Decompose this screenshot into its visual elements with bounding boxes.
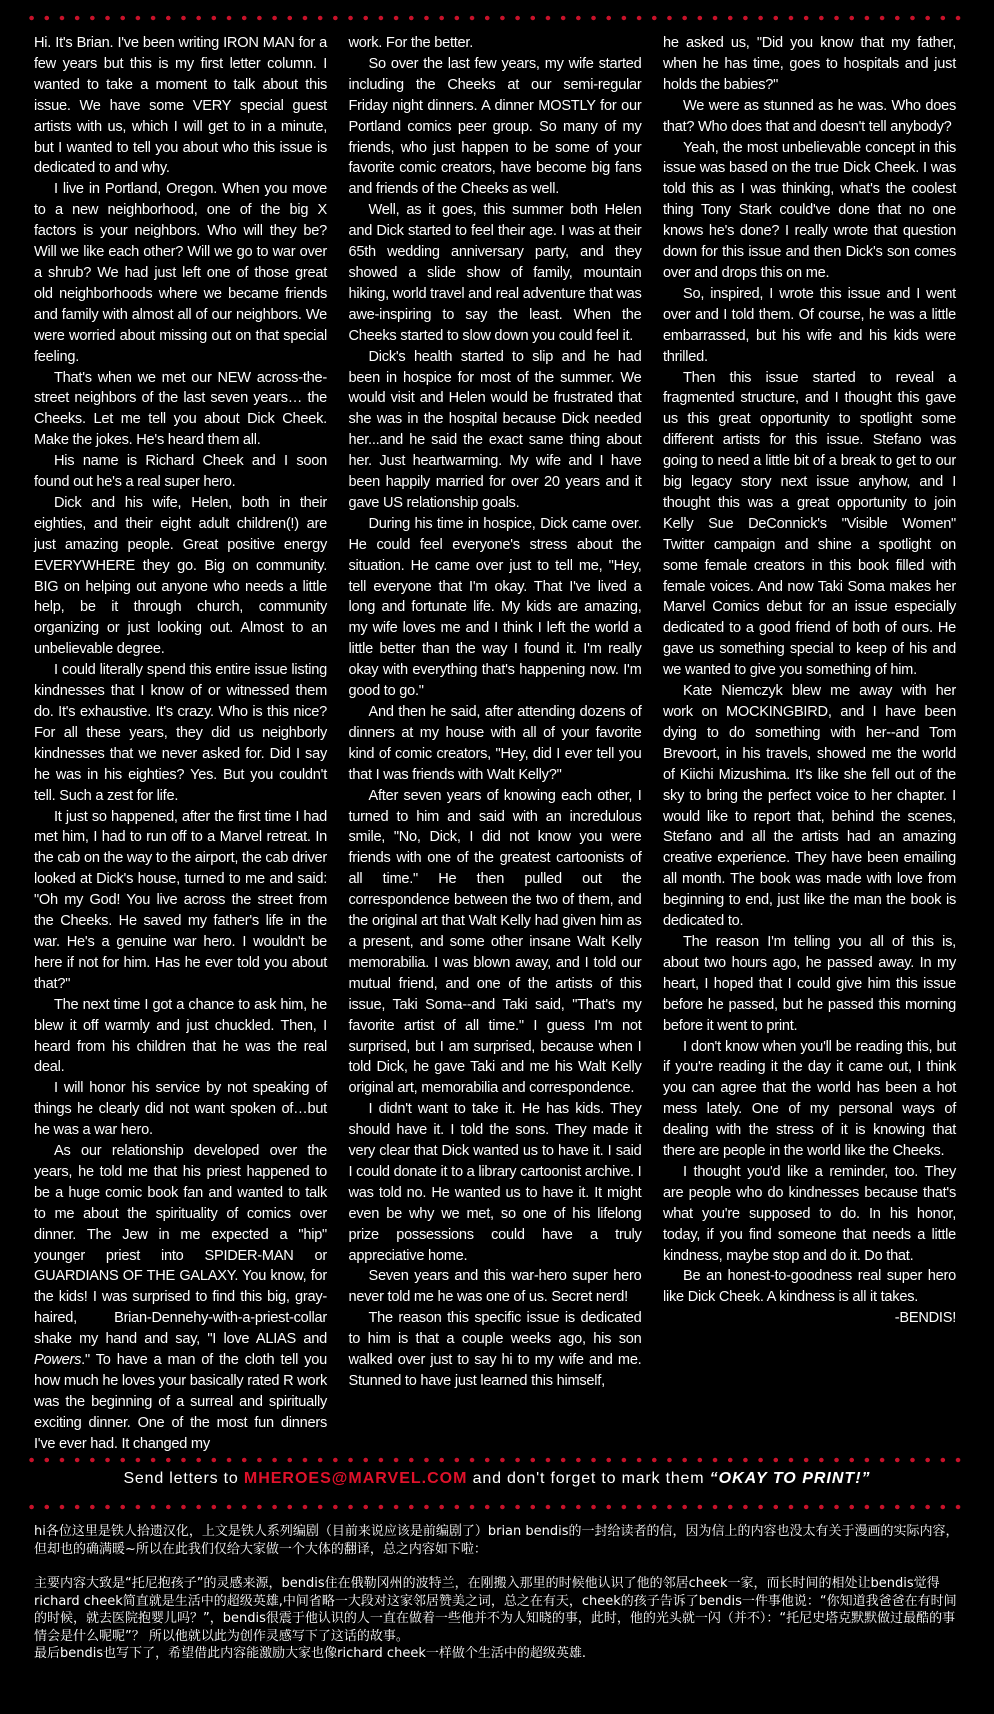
paragraph: That's when we met our NEW across-the-street neighbors of the last seven years… the Cheeks. Let me tell you about Dick Cheek. Make the jokes. He's heard them all. [34,369,327,449]
paragraph: Hi. It's Brian. I've been writing IRON MAN for a few years but this is my first letter column. I wanted to take a moment to talk about this issue. We have some VERY special guest artists with us, which I will get to in a minute, but I wanted to tell you about who this issue is dedicated to and why. [34,35,327,177]
paragraph: His name is Richard Cheek and I soon found out he's a real super hero. [34,453,327,491]
paragraph: I could literally spend this entire issue listing kindnesses that I know of or witnessed them do. It's exhaustive. It's crazy. Who is this nice? For all these years, they did us neighborly kindnesses that we never asked for. Did I say he was in his eighties? Yes. But you couldn't tell. Such a zest for life. [34,662,327,804]
send-letters-middle: and don't forget to mark them [467,1470,710,1487]
translation-paragraph: 主要内容大致是“托尼抱孩子”的灵感来源，bendis住在俄勒冈州的波特兰，在刚搬入那里的时候他认识了他的邻居cheek一家，而长时间的相处让bendis觉得richard cheek简直就是生活中的超级英雄,中间省略一大段对这家邻居赞美之词，总之在有天，cheek的孩子告诉了bendis一件事他说：“你知道我爸爸在有时间的时候，就去医院抱婴儿吗？”，bendis很震于他认识的人一直在做着一些他并不为人知晓的事，此时，他的光头就一闪（并不）：“托尼史塔克默默做过最酷的事情会是什么呢呢”？ 所以他就以此为创作灵感写下了这话的故事。 最后bendis也写下了，希望借此内容能激励大家也像richard cheek一样做个生活中的超级英雄. [34,1576,957,1661]
translation-paragraph: hi各位这里是铁人拾遗汉化，上文是铁人系列编剧（目前来说应该是前编剧了）brian bendis的一封给读者的信，因为信上的内容也没太有关于漫画的实际内容，但却也的确满暖~所以在此我们仅给大家做一个大体的翻译，总之内容如下啦： [34,1524,959,1557]
okay-to-print: “OKAY TO PRINT!” [709,1470,871,1487]
send-letters-line [0,1470,994,1488]
paragraph: Seven years and this war-hero super hero never told me he was one of us. Secret nerd! [348,1268,642,1306]
middle-dotted-divider [24,1455,964,1465]
paragraph: I thought you'd like a reminder, too. They are people who do kindnesses because that's what you're supposed to do. In his honor, today, if you find someone that needs a little kindness, maybe stop and do it. Do that. [663,1163,956,1264]
paragraph: Dick and his wife, Helen, both in their eighties, and their eight adult children(!) are just amazing people. Great positive energy EVERYWHERE they go. Big on community. BIG on helping out anyone who needs a little help, be it through church, community organizing or just looking out. Almost to an unbelievable degree. [34,494,327,658]
paragraph: he asked us, "Did you know that my father, when he has time, goes to hospitals and just holds the babies?" [663,35,956,93]
paragraph-text: As our relationship developed over the years, he told me that his priest happened to be a huge comic book fan and wanted to talk to me about the spirituality of comics over dinner. The Jew in me expected a "hip" younger priest into SPIDER-MAN or GUARDIANS OF THE GALAXY. You know, for the kids! I was surprised to find this big, gray-haired, Brian-Dennehy-with-a-priest-collar shake my hand and say, "I love ALIAS and [34,1143,327,1348]
paragraph: I live in Portland, Oregon. When you move to a new neighborhood, one of the big X factors is your neighbors. Who will they be? Will we like each other? Will we go to war over a shrub? We had just left one of those great old neighborhoods where we became friends and family with almost all of our neighbors. We were worried about missing out on that special feeling. [34,181,327,365]
paragraph: The reason I'm telling you all of this is, about two hours ago, he passed away. In my heart, I hoped that I could give him this issue before he passed, but he passed this morning before it went to print. [663,933,956,1034]
paragraph: work. For the better. [348,35,474,51]
paragraph: Be an honest-to-goodness real super hero like Dick Cheek. A kindness is all it takes. [663,1268,956,1306]
letter-column-3 [663,33,956,1453]
paragraph: The next time I got a chance to ask him, he blew it off warmly and just chuckled. Then, I heard from his children that he was the real deal. [34,996,327,1076]
paragraph: The reason this specific issue is dedicated to him is that a couple weeks ago, his son walked over just to say hi to my wife and me. Stunned to have just learned this himself, [348,1310,642,1389]
lower-dotted-divider [24,1502,964,1512]
letter-columns [34,33,956,1453]
powers-title: Powers [34,1352,82,1369]
letter-column-2 [349,33,642,1453]
letter-column-1 [34,33,327,1453]
paragraph: And then he said, after attending dozens of dinners at my house with all of your favorite kind of comic creators, "Hey, did I ever tell you that I was friends with Walt Kelly?" [348,704,642,783]
paragraph: It just so happened, after the first time I had met him, I had to run off to a Marvel retreat. In the cab on the way to the airport, the cab driver looked at Dick's house, turned to me and said: "Oh my God! You live across the street from the Cheeks. He saved my father's life in the war. He's a genuine war hero. I wouldn't be here if not for him. Has he ever told you about that?" [34,808,327,992]
send-letters-prefix: Send letters to [123,1470,244,1487]
paragraph: So over the last few years, my wife started including the Cheeks at our semi-regular Friday night dinners. A dinner MOSTLY for our Portland comics peer group. So many of my friends, who just happen to be some of your favorite comic creators, have become big fans and friends of the Cheeks as well. [348,55,642,198]
paragraph: Then this issue started to reveal a fragmented structure, and I thought this gave us this great opportunity to spotlight some different artists for this issue. Stefano was going to need a little bit of a break to get to our big legacy story next issue anyhow, and I thought this was a great opportunity to join Kelly Sue DeConnick's "Visible Women" Twitter campaign and shine a spotlight on some female creators in this book filled with female voices. And now Taki Soma makes her Marvel Comics debut for an issue especially dedicated to a good friend of both of ours. He gave us something special to keep of his and we wanted to give you something of him. [663,369,956,679]
signature: -BENDIS! [894,1310,956,1327]
paragraph-text: ." To have a man of the cloth tell you how much he loves your basically rated R work was the beginning of a surreal and spiritually exciting dinner. One of the most fun dinners I've ever had. It changed my [34,1352,327,1452]
top-dotted-divider [24,13,964,23]
paragraph: During his time in hospice, Dick came over. He could feel everyone's stress about the situation. He came over just to tell me, "Hey, tell everyone that I'm okay. That I've lived a long and fortunate life. My kids are amazing, my wife loves me and I think I left the world a little better than the way I found it. I'm really okay with everything that's happening now. I'm good to go." [348,515,642,700]
paragraph: So, inspired, I wrote this issue and I went over and I told them. Of course, he was a little embarrassed, but his wife and his kids were thrilled. [663,285,956,365]
paragraph: Dick's health started to slip and he had been in hospice for most of the summer. We would visit and Helen would be frustrated that she was in the hospital because Dick needed her...and he said the exact same thing about her. Just heartwarming. My wife and I have been happily married for over 20 years and it gave US relationship goals. [348,348,642,511]
paragraph: Yeah, the most unbelievable concept in this issue was based on the true Dick Cheek. I was told this as I was thinking, what's the coolest thing Tony Stark could've done that no one knows he's done? I really wrote that question down for this issue and then Dick's son comes over and drops this on me. [663,139,956,281]
paragraph: Well, as it goes, this summer both Helen and Dick started to feel their age. I was at their 65th wedding anniversary party, and they showed a slide show of family, mountain hiking, world travel and real adventure that was awe-inspiring to say the least. When the Cheeks started to slow down you could feel it. [348,202,642,344]
paragraph: I didn't want to take it. He has kids. They should have it. I told the sons. They made it very clear that Dick wanted us to have it. I said I could donate it to a library cartoonist archive. I was told no. He wanted us to have it. It might even be why we met, so one of his lifelong prize possessions could have a truly appreciative home. [348,1101,642,1264]
paragraph: Kate Niemczyk blew me away with her work on MOCKINGBIRD, and I have been dying to do something with her--and Tom Brevoort, in his travels, showed me the world of Kiichi Mizushima. It's like she fell out of the sky to bring the perfect voice to her chapter. I would like to report that, behind the scenes, Stefano and all the artists had an amazing creative experience. They have been emailing all month. The book was made with love from beginning to end, just like the man the book is dedicated to. [663,683,956,930]
paragraph: I will honor his service by not speaking of things he clearly did not want spoken of…but he was a war hero. [34,1080,327,1139]
email-address: MHEROES@MARVEL.COM [243,1470,468,1487]
paragraph: I don't know when you'll be reading this, but if you're reading it the day it came out, I think you can agree that the world has been a hot mess lately. One of my personal ways of dealing with the stress of it is knowing that there are people in the world like the Cheeks. [663,1038,956,1160]
paragraph: After seven years of knowing each other, I turned to him and said with an incredulous smile, "No, Dick, I did not know you were friends with one of the greatest cartoonists of all time." He then pulled out the correspondence between the two of them, and the original art that Walt Kelly had given him as a present, and some other insane Walt Kelly memorabilia. I was blown away, and I told our mutual friend, and one of the artists of this issue, Taki Soma--and Taki said, "That's my favorite artist of all time." I guess I'm not surprised, but I am surprised, because when I told Dick, he gave Taki and me his Walt Kelly original art, memorabilia and correspondence. [348,787,642,1097]
paragraph: We were as stunned as he was. Who does that? Who does that and doesn't tell anybody? [663,97,956,135]
paragraph [34,1141,327,1455]
chinese-translation-note [34,1523,966,1680]
